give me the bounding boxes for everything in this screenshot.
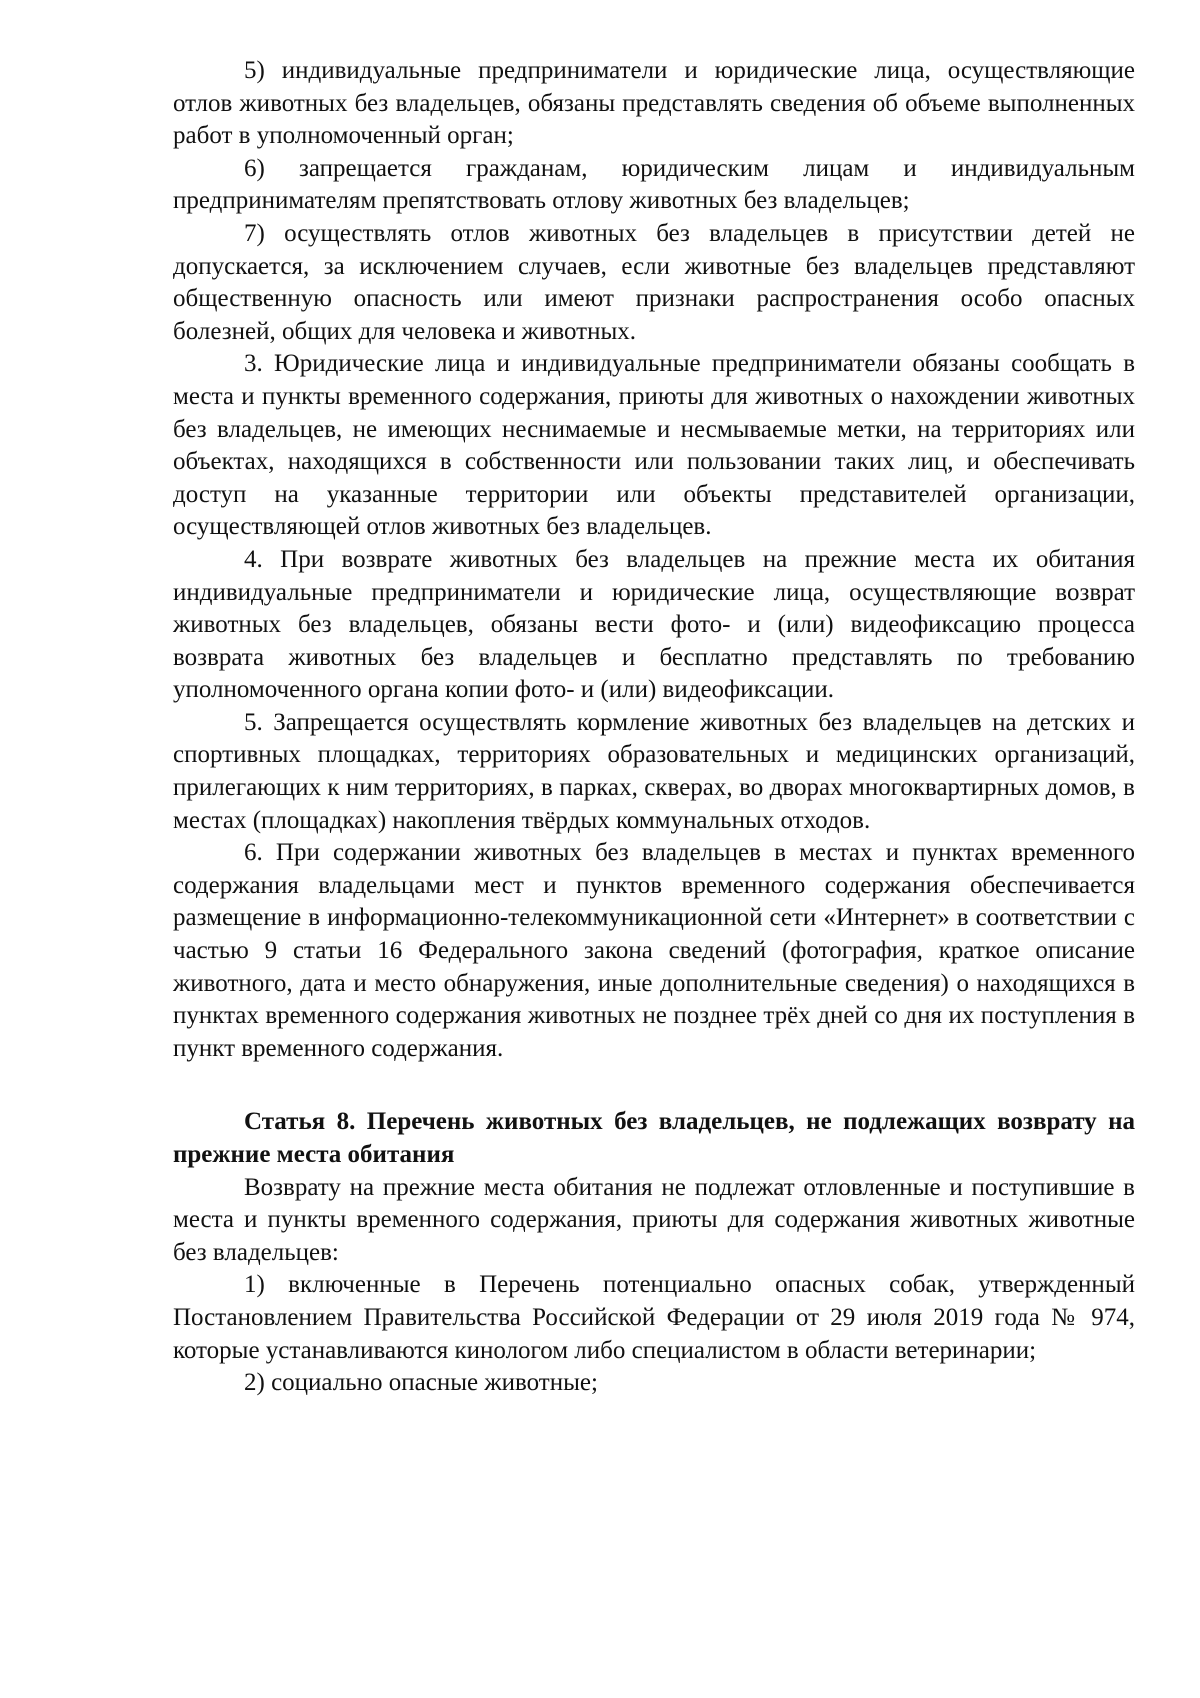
article-heading: Статья 8. Перечень животных без владельцев, не подлежащих возврату на прежние места обитания bbox=[173, 1108, 1135, 1168]
paragraph-item-6: 6) запрещается гражданам, юридическим лицам и индивидуальным предпринимателям препятствовать отлову животных без владельцев; bbox=[173, 154, 1135, 215]
document-page bbox=[173, 55, 1135, 1400]
paragraph-item-7: 7) осуществлять отлов животных без владельцев в присутствии детей не допускается, за исключением случаев, если животные без владельцев представляют общественную опасность или имеют признаки распространения особо опасных болезней, общих для человека и животных. bbox=[173, 219, 1135, 345]
paragraph-list-item-1: 1) включенные в Перечень потенциально опасных собак, утвержденный Постановлением Правительства Российской Федерации от 29 июля 2019 года № 974, которые устанавливаются кинологом либо специалистом в области ветеринарии; bbox=[173, 1271, 1135, 1364]
paragraph-item-5: 5) индивидуальные предприниматели и юридические лица, осуществляющие отлов животных без владельцев, обязаны представлять сведения об объеме выполненных работ в уполномоченный орган; bbox=[173, 57, 1135, 150]
paragraph-part-4: 4. При возврате животных без владельцев на прежние места их обитания индивидуальные предприниматели и юридические лица, осуществляющие возврат животных без владельцев, обязаны вести фото- и (или) видеофиксацию процесса возврата животных без владельцев и бесплатно представлять по требованию уполномоченного органа копии фото- и (или) видеофиксации. bbox=[173, 545, 1135, 704]
paragraph-part-5: 5. Запрещается осуществлять кормление животных без владельцев на детских и спортивных площадках, территориях образовательных и медицинских организаций, прилегающих к ним территориях, в парках, скверах, во дворах многоквартирных домов, в местах (площадках) накопления твёрдых коммунальных отходов. bbox=[173, 708, 1135, 834]
paragraph-part-6: 6. При содержании животных без владельцев в местах и пунктах временного содержания владельцами мест и пунктов временного содержания обеспечивается размещение в информационно-телекоммуникационной сети «Интернет» в соответствии с частью 9 статьи 16 Федерального закона сведений (фотография, краткое описание животного, дата и место обнаружения, иные дополнительные сведения) о находящихся в пунктах временного содержания животных не позднее трёх дней со дня их поступления в пункт временного содержания. bbox=[173, 839, 1135, 1062]
paragraph-article-intro: Возврату на прежние места обитания не подлежат отловленные и поступившие в места и пункты временного содержания, приюты для содержания животных животные без владельцев: bbox=[173, 1173, 1135, 1266]
paragraph-list-item-2: 2) социально опасные животные; bbox=[244, 1369, 598, 1397]
paragraph-part-3: 3. Юридические лица и индивидуальные предприниматели обязаны сообщать в места и пункты временного содержания, приюты для животных о нахождении животных без владельцев, не имеющих неснимаемые и несмываемые метки, на территориях или объектах, находящихся в собственности или пользовании таких лиц, и обеспечивать доступ на указанные территории или объекты представителей организации, осуществляющей отлов животных без владельцев. bbox=[173, 350, 1135, 541]
